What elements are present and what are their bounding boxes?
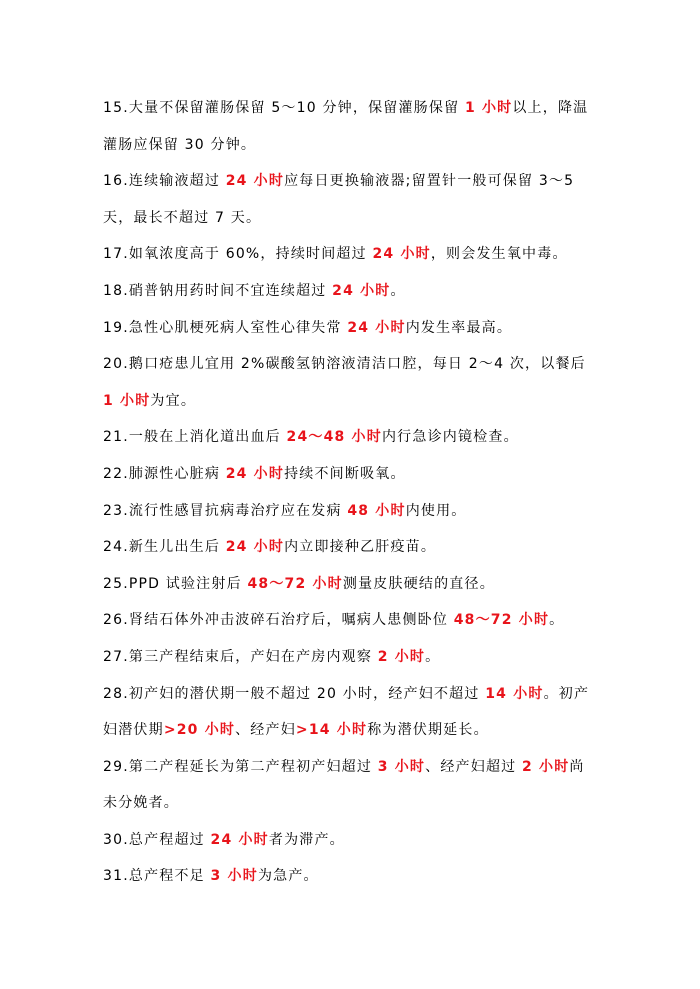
item-text: 21.一般在上消化道出血后 bbox=[103, 429, 287, 446]
item-text: 内行急诊内镜检查。 bbox=[381, 429, 519, 446]
highlighted-duration: 24 小时 bbox=[372, 246, 431, 263]
item-text: 内使用。 bbox=[405, 502, 467, 519]
item-text: 。 bbox=[549, 612, 565, 629]
item-text: 24.新生儿出生后 bbox=[103, 539, 226, 556]
item-text: 持续不间断吸氧。 bbox=[284, 465, 406, 482]
item-text: 内发生率最高。 bbox=[405, 319, 513, 336]
list-item bbox=[103, 676, 598, 749]
item-text: 应每日更换输液器;留置针一般可保留 3～5 天，最长不超过 7 天。 bbox=[103, 173, 575, 226]
list-item bbox=[103, 310, 598, 347]
list-item bbox=[103, 493, 598, 530]
highlighted-duration: 48 小时 bbox=[347, 502, 406, 519]
list-item bbox=[103, 273, 598, 310]
item-text: 。 bbox=[425, 648, 441, 665]
item-text: 30.总产程超过 bbox=[103, 831, 211, 848]
item-text: 27.第三产程结束后，产妇在产房内观察 bbox=[103, 648, 378, 665]
list-item bbox=[103, 566, 598, 603]
item-text: 测量皮肤硬结的直径。 bbox=[342, 575, 495, 592]
item-text: 19.急性心肌梗死病人室性心律失常 bbox=[103, 319, 348, 336]
highlighted-duration: >20 小时 bbox=[163, 722, 236, 739]
item-text: 23.流行性感冒抗病毒治疗应在发病 bbox=[103, 502, 348, 519]
item-text: 31.总产程不足 bbox=[103, 868, 211, 885]
highlighted-duration: 1 小时 bbox=[103, 392, 151, 409]
list-item bbox=[103, 346, 598, 419]
item-text: 内立即接种乙肝疫苗。 bbox=[284, 539, 437, 556]
highlighted-duration: 24 小时 bbox=[332, 282, 391, 299]
item-text: 25.PPD 试验注射后 bbox=[103, 575, 248, 592]
list-item bbox=[103, 602, 598, 639]
document-body bbox=[103, 90, 598, 895]
item-text: 。初产妇潜伏期 bbox=[103, 685, 590, 739]
item-text: 18.硝普钠用药时间不宜连续超过 bbox=[103, 282, 333, 299]
list-item bbox=[103, 858, 598, 895]
highlighted-duration: 3 小时 bbox=[210, 868, 258, 885]
highlighted-duration: 2 小时 bbox=[377, 648, 426, 665]
item-text: 16.连续输液超过 bbox=[103, 173, 226, 190]
highlighted-duration: 14 小时 bbox=[485, 685, 544, 702]
item-text: 为宜。 bbox=[150, 392, 197, 409]
list-item bbox=[103, 749, 598, 822]
highlighted-duration: 24 小时 bbox=[225, 173, 285, 190]
list-item bbox=[103, 163, 598, 236]
item-text: 20.鹅口疮患儿宜用 2%碳酸氢钠溶液清洁口腔，每日 2～4 次，以餐后 bbox=[103, 356, 586, 373]
highlighted-duration: 24 小时 bbox=[225, 539, 285, 556]
highlighted-duration: 48～72 小时 bbox=[453, 612, 550, 629]
highlighted-duration: 3 小时 bbox=[377, 758, 426, 775]
highlighted-duration: 2 小时 bbox=[522, 758, 570, 775]
highlighted-duration: >14 小时 bbox=[295, 722, 368, 739]
item-text: 以上，降温灌肠应保留 30 分钟。 bbox=[103, 100, 589, 153]
item-text: 15.大量不保留灌肠保留 5～10 分钟，保留灌肠保留 bbox=[103, 100, 465, 116]
item-text: 尚未分娩者。 bbox=[103, 758, 585, 812]
item-text: ，则会发生氧中毒。 bbox=[430, 246, 568, 263]
list-item bbox=[103, 236, 598, 273]
list-item bbox=[103, 419, 598, 456]
item-text: 29.第二产程延长为第二产程初产妇超过 bbox=[103, 758, 378, 775]
list-item bbox=[103, 456, 598, 493]
highlighted-duration: 24 小时 bbox=[347, 319, 406, 336]
list-item bbox=[103, 822, 598, 859]
item-text: 17.如氧浓度高于 60%，持续时间超过 bbox=[103, 246, 373, 263]
item-text: 26.肾结石体外冲击波碎石治疗后，嘱病人患侧卧位 bbox=[103, 612, 454, 629]
item-text: 为急产。 bbox=[257, 868, 319, 885]
item-text: 、经产妇超过 bbox=[425, 758, 522, 775]
highlighted-duration: 1 小时 bbox=[464, 100, 513, 116]
item-text: 。 bbox=[390, 282, 406, 299]
list-item bbox=[103, 90, 598, 163]
item-text: 22.肺源性心脏病 bbox=[103, 465, 226, 482]
item-text: 者为滞产。 bbox=[268, 831, 345, 848]
list-item bbox=[103, 529, 598, 566]
item-text: 28.初产妇的潜伏期一般不超过 20 小时，经产妇不超过 bbox=[103, 685, 486, 702]
item-text: 、经产妇 bbox=[235, 722, 296, 739]
highlighted-duration: 24 小时 bbox=[225, 465, 285, 482]
item-text: 称为潜伏期延长。 bbox=[367, 722, 489, 739]
highlighted-duration: 48～72 小时 bbox=[247, 575, 343, 592]
list-item bbox=[103, 639, 598, 676]
highlighted-duration: 24～48 小时 bbox=[286, 429, 382, 446]
highlighted-duration: 24 小时 bbox=[210, 831, 269, 848]
